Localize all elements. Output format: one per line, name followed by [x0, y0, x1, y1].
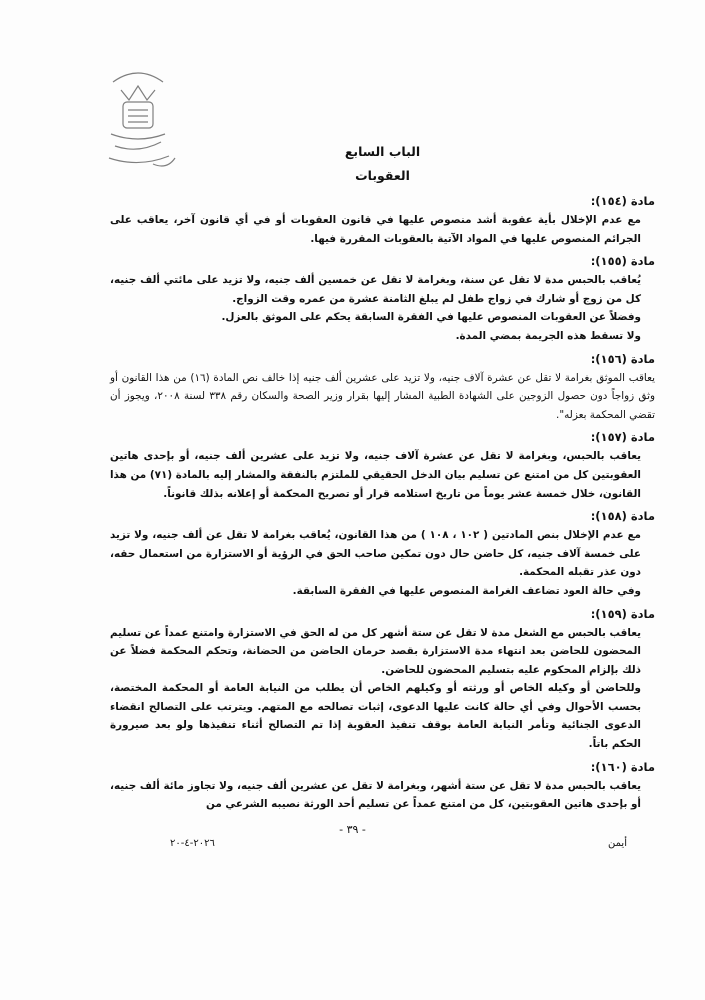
article-158 [110, 507, 655, 600]
article-title: مادة (١٥٩): [590, 606, 655, 621]
article-paragraph: وللحاضن أو وكيله الخاص أو ورثته أو وكيلهم الخاص أن يطلب من النيابة العامة أو المحكمة المختصة، بحسب الأحوال وفي أي حالة كانت عليها الدعوى، إثبات تصالحه مع المتهم. ويترتب على التصالح انقضاء الدعوى الجنائية وتأمر النيابة العامة بوقف تنفيذ العقوبة إذا تم التصالح أثناء تنفيذها ولو بعد صيرورة الحكم باتاً. [110, 682, 641, 751]
article-title: مادة (١٥٨): [590, 509, 655, 524]
article-paragraph: يعاقب بالحبس مدة لا تقل عن ستة أشهر، وبغرامة لا تقل عن عشرين ألف جنيه، ولا تجاوز مائة ألف جنيه، أو بإحدى هاتين العقوبتين، كل من امتنع عمداً عن تسليم أحد الورثة نصيبه الشرعي من [110, 779, 641, 811]
article-title: مادة (١٥٦): [590, 351, 655, 366]
article-paragraph: وفي حالة العود تضاعف الغرامة المنصوص عليها في الفقرة السابقة. [292, 584, 641, 597]
article-paragraph: مع عدم الإخلال بأية عقوبة أشد منصوص عليها في قانون العقوبات أو في أي قانون آخر، يعاقب على الجرائم المنصوص عليها في المواد الآتية بالعقوبات المقررة فيها. [110, 214, 641, 245]
page-number: - ٣٩ - [339, 823, 366, 836]
article-157 [110, 428, 655, 503]
footer-date: ٢٠٢٦-٤-٢٠ [170, 838, 215, 849]
article-paragraph: ولا تسقط هذه الجريمة بمضي المدة. [455, 329, 641, 342]
article-154 [110, 192, 655, 248]
article-160 [110, 758, 655, 814]
article-155 [110, 252, 655, 345]
article-paragraph: يُعاقب بالحبس مدة لا تقل عن سنة، وبغرامة لا تقل عن خمسين ألف جنيه، ولا تزيد على مائتي ألف جنيه، كل من زوج أو شارك في زواج طفل لم يبلغ الثامنة عشرة من عمره وقت الزواج. [110, 274, 641, 305]
article-159 [110, 605, 655, 754]
article-156 [110, 350, 655, 425]
chapter-subtitle: العقوبات [355, 168, 410, 183]
article-paragraph: مع عدم الإخلال بنص المادتين ( ١٠٢ ، ١٠٨ ) من هذا القانون، يُعاقب بغرامة لا تقل عن ألف جنيه، ولا تزيد على خمسة آلاف جنيه، كل حاضن حال دون تمكين صاحب الحق في الرؤية أو الاستزارة من استعمال حقه، دون عذر تقبله المحكمة. [110, 529, 641, 579]
footer-name: أيمن [608, 838, 627, 849]
article-title: مادة (١٥٤): [590, 194, 655, 208]
article-paragraph: يعاقب بالحبس، وبغرامة لا تقل عن عشرة آلاف جنيه، ولا تزيد على عشرين ألف جنيه، أو بإحدى هاتين العقوبتين كل من امتنع عن تسليم بيان الدخل الحقيقي للملتزم بالنفقة والمشار إليه بالمادة (٧١) من هذا القانون، خلال خمسة عشر يوماً من تاريخ استلامه قرار أو تصريح المحكمة أو إعلانه بذلك قانوناً. [110, 450, 641, 500]
article-paragraph: يعاقب بالحبس مع الشغل مدة لا تقل عن ستة أشهر كل من له الحق في الاستزارة وامتنع عمداً عن تسليم المحضون للحاضن بعد انتهاء مدة الاستزارة بقصد حرمان الحاضن من الحضانة، وتحكم المحكمة فضلاً عن ذلك بإلزام المحكوم عليه بتسليم المحضون للحاضن. [110, 626, 641, 676]
article-title: مادة (١٦٠): [590, 759, 655, 774]
article-title: مادة (١٥٥): [590, 254, 655, 269]
article-paragraph: وفضلاً عن العقوبات المنصوص عليها في الفقرة السابقة يحكم على الموثق بالعزل. [221, 311, 641, 324]
article-title: مادة (١٥٧): [590, 430, 655, 445]
article-paragraph: يعاقب الموثق بغرامة لا تقل عن عشرة آلاف جنيه، ولا تزيد على عشرين ألف جنيه إذا خالف نص المادة (١٦) من هذا القانون أو وثق زواجاً دون حصول الزوجين على الشهادة الطبية المشار إليها بقرار وزير الصحة والسكان رقم ٣٣٨ لسنة ٢٠٠٨، ويجوز أن تقضي المحكمة بعزله". [110, 371, 656, 421]
chapter-title: الباب السابع [344, 144, 421, 159]
document-body [110, 140, 655, 814]
